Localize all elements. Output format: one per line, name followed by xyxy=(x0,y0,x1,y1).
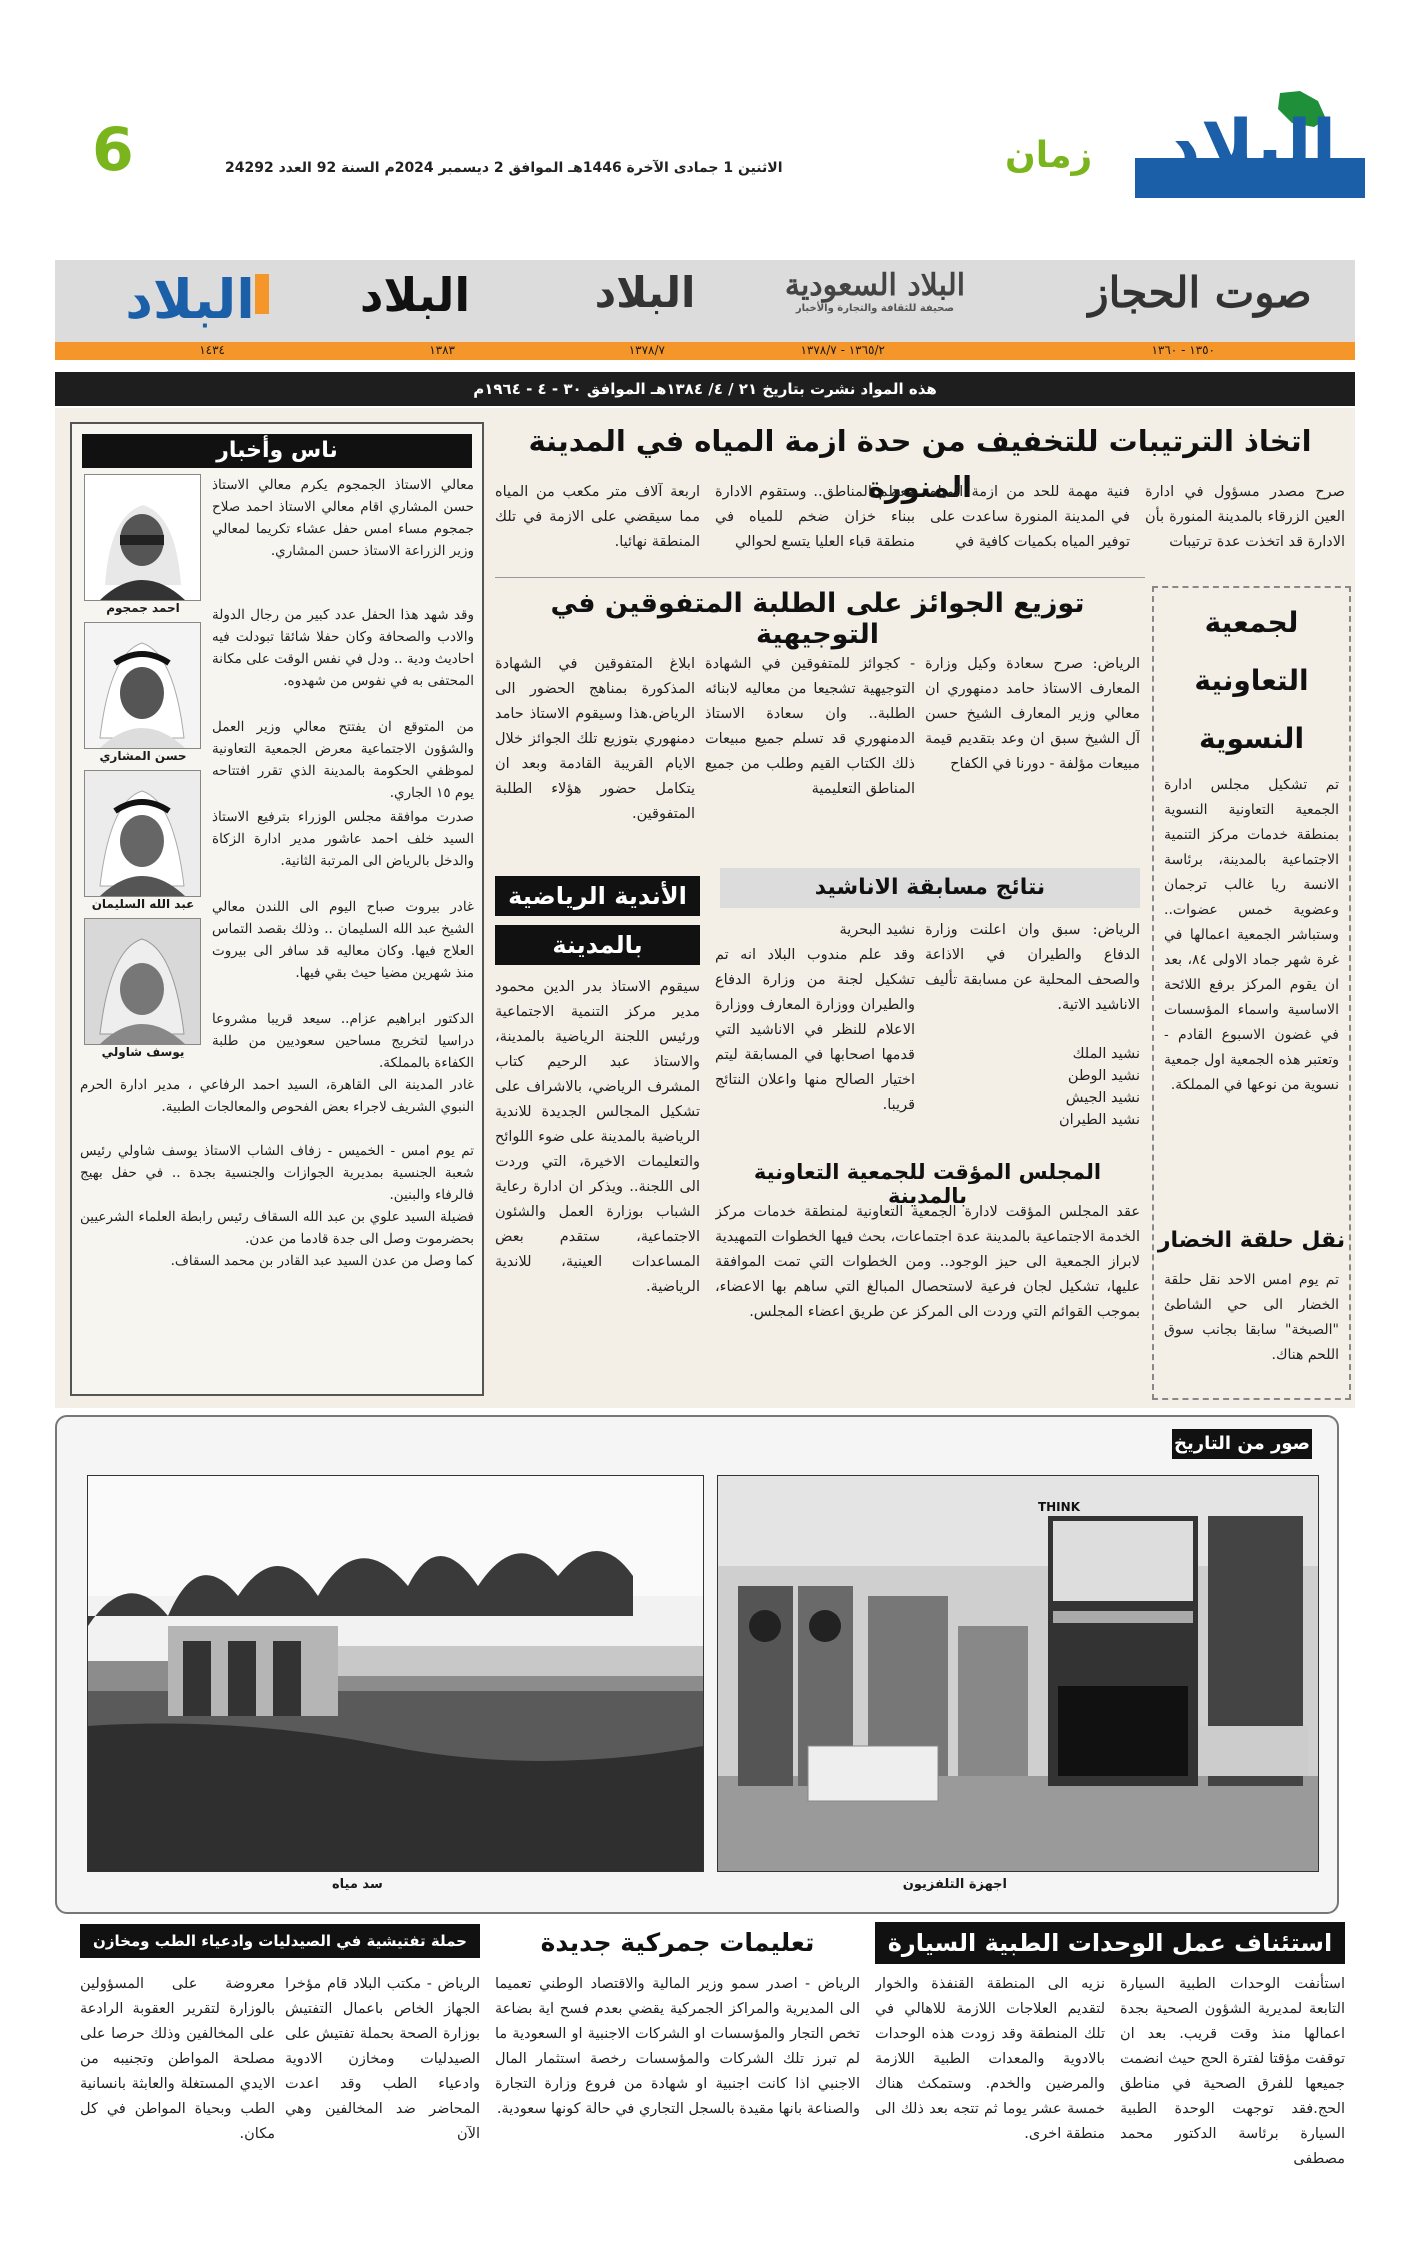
caption-television-equipment: اجهزة التلفزيون xyxy=(902,1877,1007,1892)
portrait-abdullah-alsulaiman xyxy=(84,770,201,897)
anthems-col-2: وقد علم مندوب البلاد انه تم تشكيل لجنة من وزارة الدفاع والطيران ووزارة المعارف ووزارة الاعلام للنظر في الاناشيد التي قدمها اصحابها في المسابقة ليتم اختيار الصالح منها واعلان النتائج قريبا. xyxy=(715,947,915,1113)
logo-albilad-1: البلاد xyxy=(594,268,696,317)
logo-albilad-modern: البلاد xyxy=(125,268,255,331)
portrait-yousef-shawli xyxy=(84,918,201,1045)
sidebar-news-6: الدكتور ابراهيم عزام.. سيعد قريبا مشروعا دراسيا لتخريج مساحين سعوديين من طلبة الكفاءة بالمملكة. xyxy=(212,1011,474,1071)
publication-notice: هذه المواد نشرت بتاريخ ٢١ / ٤/ ١٣٨٤هـ الموافق ٣٠ - ٤ - ١٩٦٤م xyxy=(55,372,1355,406)
anthem-item: نشيد الطيران xyxy=(1059,1112,1140,1128)
portrait-ahmed-jamjoom xyxy=(84,474,201,601)
pharmacy-inspection-headline: حملة تفتيشية في الصيدليات وادعياء الطب ومخازن الادوية xyxy=(80,1924,480,1958)
anthem-item: نشيد الملك xyxy=(1072,1046,1140,1062)
sidebar-news-1: معالي الاستاذ الجمجوم يكرم معالي الاستاذ حسن المشاري اقام معالي الاستاذ احمد صلاح جمجوم مساء امس حفل عشاء تكريما لمعالي وزير الزراعة الاستاذ حسن المشاري. xyxy=(212,477,474,559)
history-photos-frame xyxy=(55,1415,1339,1914)
dateline: الاثنين 1 جمادى الآخرة 1446هـ الموافق 2 ديسمبر 2024م السنة 92 العدد 24292 xyxy=(225,160,783,176)
think-sign-label: THINK xyxy=(1037,1500,1080,1514)
pharmacy-inspection-col-2: معروضة على المسؤولين بالوزارة لتقرير العقوبة الرادعة على المخالفين وذلك حرصا على مصلحة المواطن وتجنيبه من الايدي المستغلة والعابثة بانسانية الطب وبحياة المواطن في كل مكان. xyxy=(80,1976,275,2142)
portrait-hassan-almushari xyxy=(84,622,201,749)
sidebar-news-7: غادر المدينة الى القاهرة، السيد احمد الرفاعي ، مدير ادارة الحرم النبوي الشريف لاجراء بعض الفحوص والمعالجات الطبية. xyxy=(80,1077,474,1115)
womens-cooperative-body: تم تشكيل مجلس ادارة الجمعية التعاونية النسوية بمنطقة خدمات مركز التنمية الاجتماعية بالمدينة، برئاسة الانسة ريا غالب ترجمان وعضوية خمس عضوات.. وستباشر الجمعية اعمالها في غرة شهر جماد الاولى ٨٤، بعد ان يقوم المركز برفع اللائحة الاساسية واسماء المؤسسات في غضون الاسبوع القادم - وتعتبر هذه الجمعية اول جمعية نسوية من نوعها في المملكة. xyxy=(1164,777,1339,1093)
awards-col-3: ابلاغ المتفوقين في الشهادة المذكورة بمناهج الحضور الى الرياض.هذا وسيقوم الاستاذ حامد دمنهوري بتوزيع تلك الجوائز خلال الايام القريبة القادمة وبعد ان يتكامل حضور هؤلاء الطلبة المتفوقين. xyxy=(495,656,695,822)
historic-logos-strip xyxy=(55,260,1355,342)
years-bar: ١٣٥٠ - ١٣٦٠ ١٣٦٥/٢ - ١٣٧٨/٧ ١٣٧٨/٧ ١٣٨٣ ١٤٣٤ xyxy=(55,342,1355,360)
anthems-list xyxy=(925,1043,1140,1153)
newspaper-logo xyxy=(1130,88,1370,208)
womens-cooperative-box xyxy=(1152,586,1351,1400)
womens-cooperative-headline: لجمعية التعاونية النسوية xyxy=(1194,606,1309,755)
anthems-col-1: الرياض: سبق وان اعلنت وزارة الدفاع والطيران في الاذاعة والصحف المحلية عن مسابقة تأليف الاناشيد الاتية. xyxy=(925,922,1140,1013)
sidebar-news-3: من المتوقع ان يفتتح معالي وزير العمل والشؤون الاجتماعية معرض الجمعية التعاونية لموظفي الحكومة بالمدينة الذي تقرر افتتاحه يوم ١٥ الجاري. xyxy=(212,719,474,801)
logo-text: البلاد xyxy=(1163,104,1337,188)
people-news-sidebar xyxy=(70,422,484,1396)
history-photos-title: صور من التاريخ xyxy=(1172,1429,1312,1459)
caption-yousef-shawli: يوسف شاولي xyxy=(101,1045,185,1059)
sidebar-news-4: صدرت موافقة مجلس الوزراء بترفيع الاستاذ السيد خلف احمد عاشور مدير ادارة الزكاة والدخل بالرياض الى المرتبة الثانية. xyxy=(212,809,474,869)
lead-col-1: صرح مصدر مسؤول في ادارة العين الزرقاء بالمدينة المنورة بأن الادارة قد اتخذت عدة ترتيبات xyxy=(1145,484,1345,550)
photo-television-equipment xyxy=(717,1475,1319,1872)
anthems-headline: نتائج مسابقة الاناشيد xyxy=(720,868,1140,908)
pharmacy-inspection-col-1: الرياض - مكتب البلاد قام مؤخرا الجهاز الخاص باعمال التفتيش بوزارة الصحة بحملة تفتيش على الصيدليات ومخازن الادوية وادعياء الطب وقد اعدت المحاضر ضد المخالفين وهي الآن xyxy=(285,1976,480,2142)
logo-orange-bar xyxy=(255,274,269,314)
customs-headline: تعليمات جمركية جديدة xyxy=(540,1928,815,1957)
sports-headline-2: بالمدينة xyxy=(495,925,700,965)
sports-body: سيقوم الاستاذ بدر الدين محمود مدير مركز التنمية الاجتماعية ورئيس اللجنة الرياضية بالمدينة، والاستاذ عبد الرحيم كتاب المشرف الرياضي، بالاشراف على تشكيل المجالس الجديدة للاندية الرياضية بالمدينة على ضوء اللوائح والتعليمات الاخيرة، التي وردت الى اللجنة.. ويذكر ان ادارة رعاية الشباب بوزارة العمل والشئون الاجتماعية، ستقدم بعض المساعدات العينية، للاندية الرياضية. xyxy=(495,979,700,1295)
lead-headline: اتخاذ الترتيبات للتخفيف من حدة ازمة المياه في المدينة المنورة xyxy=(528,424,1312,504)
caption-abdullah-alsulaiman: عبد الله السليمان xyxy=(91,897,195,911)
lead-col-3: معظم المناطق.. وستقوم الادارة ببناء خزان ضخم للمياه في منطقة قباء العليا يتسع لحوالي xyxy=(715,484,915,550)
caption-ahmed-jamjoom: احمد جمجوم xyxy=(106,601,180,615)
sidebar-news-2: وقد شهد هذا الحفل عدد كبير من رجال الدولة والادب والصحافة وكان حفلا شائقا تبودلت فيه احاديث ودية .. ودل في نفس الوقت على مكانة المحتفى به في نفوس من شهدوه. xyxy=(212,607,474,689)
council-headline: المجلس المؤقت للجمعية التعاونية بالمدينة xyxy=(753,1160,1102,1208)
photo-water-dam xyxy=(87,1475,704,1872)
awards-col-2: - كجوائز للمتفوقين في الشهادة التوجيهية تشجيعا من معاليه لابنائه الطلبة.. وان سعادة الاستاذ الدمنهوري قد تسلم جميع مبيعات ذلك الكتاب القيم وطلب من جميع المناطق التعليمية xyxy=(705,656,915,797)
caption-water-dam: سد مياه xyxy=(332,1877,383,1892)
vegetable-market-headline: نقل حلقة الخضار xyxy=(1157,1228,1346,1253)
sidebar-news-8: تم يوم امس - الخميس - زفاف الشاب الاستاذ يوسف شاولي رئيس شعبة الجنسية بمديرية الجوازات والجنسية بجدة .. في حفل بهيج فالرفاء والبنين. xyxy=(80,1143,474,1203)
caption-hassan-almushari: حسن المشاري xyxy=(99,749,187,763)
logo-albilad-alsaudia: البلاد السعودية صحيفة للثقافة والتجارة والأخبار xyxy=(784,268,966,314)
sidebar-news-5: غادر بيروت صباح اليوم الى اللندن معالي الشيخ عبد الله السليمان .. وذلك بقصد التماس العلاج فيها. وكان معاليه قد سافر الى بيروت منذ شهرين مضيا حيث بقي فيها. xyxy=(212,899,474,981)
mobile-clinics-col-1: استأنفت الوحدات الطبية السيارة التابعة لمديرية الشؤون الصحية بجدة اعمالها منذ وقت قريب. بعد ان توقفت مؤقتا لفترة الحج حيث انضمت جميعها للفرق الصحية في مناطق الحج.فقد توجهت الوحدة الطبية السيارة برئاسة الدكتور محمد مصطفى xyxy=(1120,1976,1345,2167)
mobile-clinics-col-2: نزيه الى المنطقة القنفذة والخوار لتقديم العلاجات اللازمة للاهالي في تلك المنطقة وقد زودت هذه الوحدات بالادوية والمعدات الطبية اللازمة والمرضين والخدم. وستمكث هناك خمسة عشر يوما ثم تتجه بعد ذلك الى منطقة اخرى. xyxy=(875,1976,1105,2142)
section-title: زمان xyxy=(1005,135,1093,176)
awards-headline: توزيع الجوائز على الطلبة المتفوقين في التوجيهية xyxy=(550,588,1085,650)
lead-col-4: اربعة آلاف متر مكعب من المياه مما سيقضي على الازمة في تلك المنطقة نهائيا. xyxy=(495,484,700,550)
sports-headline-1: الأندية الرياضية xyxy=(495,876,700,916)
vegetable-market-body: تم يوم امس الاحد نقل حلقة الخضار الى حي الشاطئ "الصبخة" سابقا بجانب سوق اللحم هناك. xyxy=(1164,1272,1339,1363)
logo-albilad-2: البلاد xyxy=(359,268,471,322)
page-number: 6 xyxy=(92,115,134,185)
anthem-item: نشيد الوطن xyxy=(1067,1068,1140,1084)
sidebar-news-10: كما وصل من عدن السيد عبد القادر بن محمد السقاف. xyxy=(170,1253,474,1269)
sidebar-news-9: فضيلة السيد علوي بن عبد الله السقاف رئيس رابطة العلماء الشرعيين بحضرموت وصل الى جدة قادما من عدن. xyxy=(80,1209,474,1247)
anthem-item-navy: نشيد البحرية xyxy=(839,922,915,938)
mobile-clinics-headline: استئناف عمل الوحدات الطبية السيارة xyxy=(875,1922,1345,1964)
sidebar-title: ناس وأخبار xyxy=(82,434,472,468)
council-body: عقد المجلس المؤقت لادارة الجمعية التعاونية لمنطقة خدمات مركز الخدمة الاجتماعية بالمدينة عدة اجتماعات، بحث فيها الخطوات التمهيدية لابراز الجمعية الى حيز الوجود.. ومن الخطوات التي تمت الموافقة عليها، تشكيل لجان فرعية لاستحصال المبالغ التي ساهم بها الاعضاء، بموجب القوائم التي وردت الى المركز عن طريق اعضاء المجلس. xyxy=(715,1204,1140,1320)
anthem-item: نشيد الجيش xyxy=(1065,1090,1140,1106)
lead-rule xyxy=(495,577,1145,578)
logo-sawt-alhijaz: صوت الحجاز xyxy=(1088,268,1312,317)
customs-body: الرياض - اصدر سمو وزير المالية والاقتصاد الوطني تعميما الى المديرية والمراكز الجمركية يقضي بعدم فسح اية بضاعة تخص التجار والمؤسسات او الشركات الاجنبية او السعودية ما لم تبرز تلك الشركات والمؤسسات رخصة استثمار المال الاجنبي اذا كانت اجنبية او شهادة من فروع وزارة التجارة والصناعة بانها مقيدة بالسجل التجاري في حالة كونها سعودية. xyxy=(495,1976,860,2117)
awards-col-1: الرياض: صرح سعادة وكيل وزارة المعارف الاستاذ حامد دمنهوري ان معالي وزير المعارف الشيخ حسن آل الشيخ سبق ان وعد بتقديم قيمة مبيعات مؤلفة - دورنا في الكفاح xyxy=(925,656,1140,772)
lead-col-2: فنية مهمة للحد من ازمة المياه في المدينة المنورة ساعدت على توفير المياه بكميات كافية في xyxy=(930,484,1130,550)
